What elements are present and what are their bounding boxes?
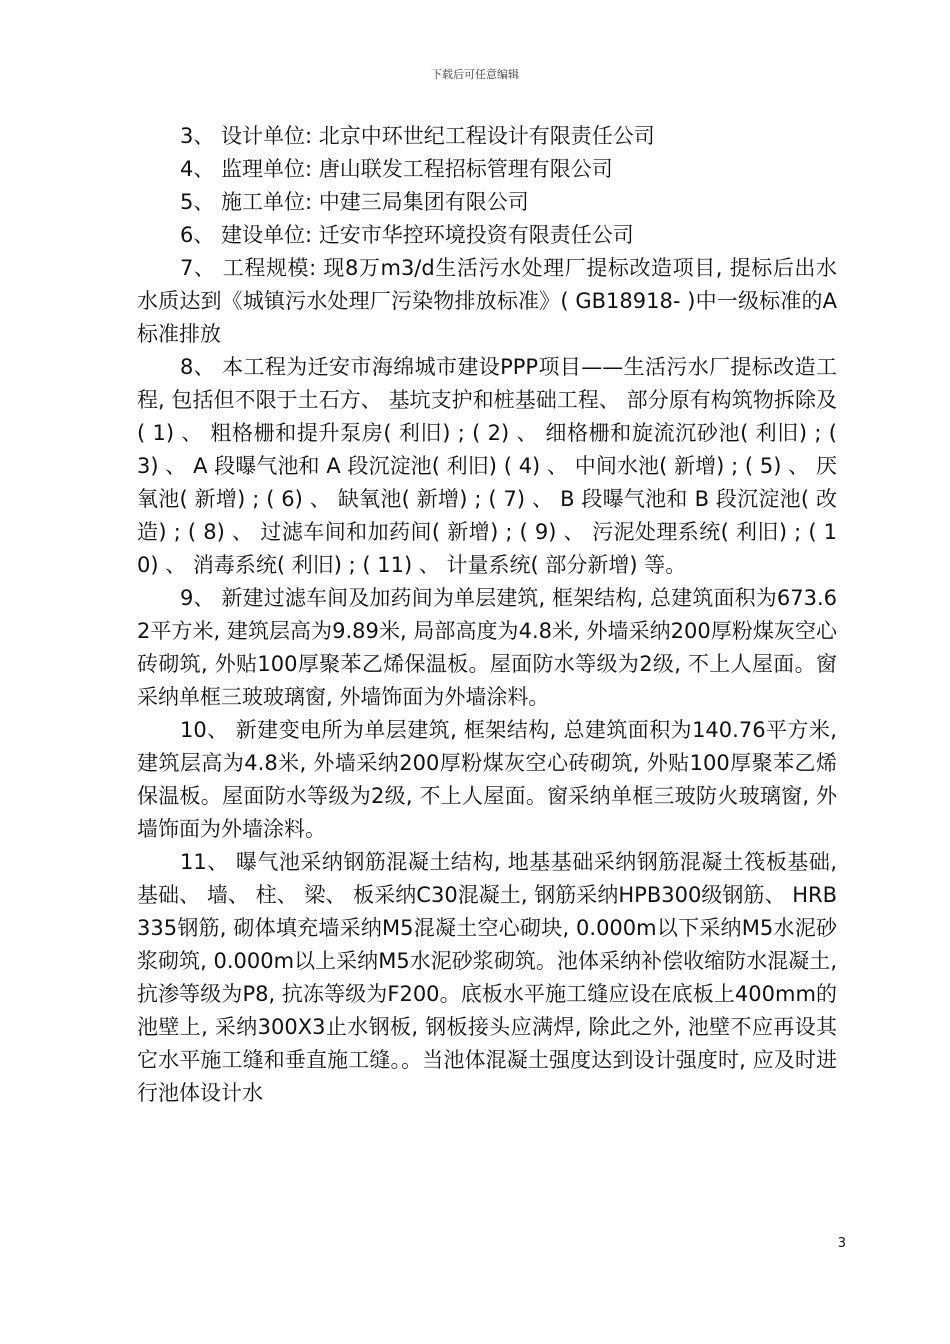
paragraph-construction-unit: 5、 施工单位: 中建三局集团有限公司 (180, 190, 529, 214)
paragraph-aeration-tank: 11、 曝气池采纳钢筋混凝土结构, 地基基础采纳钢筋混凝土筏板基础, 基础、 墙、 柱、 梁、 板采纳C30混凝土, 钢筋采纳HPB300级钢筋、 HRB335钢筋, 砌体填充墙采纳M5混凝土空心砌块, 0.000m以下采纳M5水泥砂浆砌筑, 0.000m以上采纳M5水泥砂浆砌筑。池体采纳补偿收缩防水混凝土, 抗渗等级为P8, 抗冻等级为F200。底板水平施工缝应设在底板上400mm的池壁上, 采纳300X3止水钢板, 钢板接头应满焊, 除此之外, 池壁不应再设其它水平施工缝和垂直施工缝。。当池体混凝土强度达到设计强度时, 应及时进行池体设计水 (137, 850, 837, 1105)
paragraph-filter-building: 9、 新建过滤车间及加药间为单层建筑, 框架结构, 总建筑面积为673.62平方米, 建筑层高为9.89米, 局部高度为4.8米, 外墙采纳200厚粉煤灰空心砖砌筑, 外贴100厚聚苯乙烯保温板。屋面防水等级为2级, 不上人屋面。窗采纳单框三玻玻璃窗, 外墙饰面为外墙涂料。 (137, 586, 837, 709)
paragraph-supervision-unit: 4、 监理单位: 唐山联发工程招标管理有限公司 (180, 157, 613, 181)
paragraph-project-scale: 7、 工程规模: 现8万m3/d生活污水处理厂提标改造项目, 提标后出水水质达到《城镇污水处理厂污染物排放标准》( GB18918- )中一级标准的A标准排放 (137, 256, 837, 346)
paragraph-substation: 10、 新建变电所为单层建筑, 框架结构, 总建筑面积为140.76平方米, 建筑层高为4.8米, 外墙采纳200厚粉煤灰空心砖砌筑, 外贴100厚聚苯乙烯保温板。屋面防水等级为2级, 不上人屋面。窗采纳单框三玻防火玻璃窗, 外墙饰面为外墙涂料。 (137, 718, 837, 841)
document-body (137, 120, 837, 1110)
paragraph-design-unit: 3、 设计单位: 北京中环世纪工程设计有限责任公司 (180, 124, 655, 148)
paragraph-project-scope: 8、 本工程为迁安市海绵城市建设PPP项目——生活污水厂提标改造工程, 包括但不限于土石方、 基坑支护和桩基础工程、 部分原有构筑物拆除及( 1) 、 粗格栅和提升泵房( 利旧) ; ( 2) 、 细格栅和旋流沉砂池( 利旧) ; ( 3) 、 A 段曝气池和 A 段沉淀池( 利旧) ( 4) 、 中间水池( 新增) ; ( 5) 、 厌氧池( 新增) ; ( 6) 、 缺氧池( 新增) ; ( 7) 、 B 段曝气池和 B 段沉淀池( 改造) ; ( 8) 、 过滤车间和加药间( 新增) ; ( 9) 、 污泥处理系统( 利旧) ; ( 10) 、 消毒系统( 利旧) ; ( 11) 、 计量系统( 部分新增) 等。 (137, 355, 837, 577)
paragraph-owner-unit: 6、 建设单位: 迁安市华控环境投资有限责任公司 (180, 223, 634, 247)
page-header: 下载后可任意编辑 (431, 68, 519, 81)
page-number: 3 (837, 1236, 846, 1251)
